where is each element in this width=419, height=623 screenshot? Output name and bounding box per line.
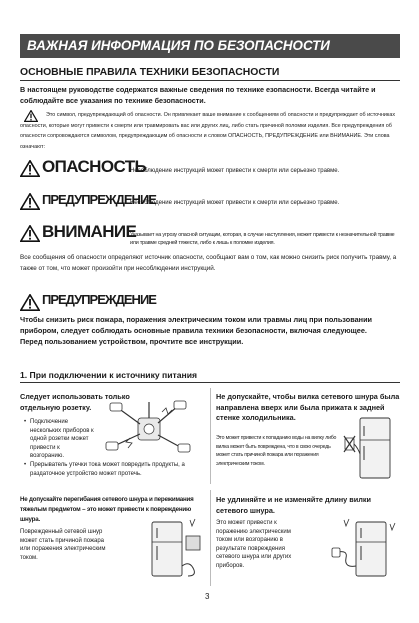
warning-block-main: Чтобы снизить риск пожара, поражения электрическим током или травмы лиц при пользовании прибором, следует соблюдать основные правила техники безопасности, включая следующее. [20,315,373,335]
warning-triangle-icon [20,225,40,242]
warning-description: Несоблюдение инструкций может привести к смерти или серьезно травме. [130,200,340,206]
warning-block-instruction: Перед пользованием устройством, прочтите все инструкции. [20,336,244,346]
warning-block-label: ПРЕДУПРЕЖДЕНИЕ [42,292,156,307]
danger-label: ОПАСНОСТЬ [42,157,147,176]
list-item: • Прерыватель утечки тока может повредить продукты, а раздаточное устройство может протечь. [24,461,204,478]
cord-bending-title: Не допускайте перегибания сетевого шнура и пережимания тяжелым предметом – это может привести к повреждению шнура. [20,496,194,523]
plug-direction-text: Это может привести к попаданию воды на вилку либо вилка может быть повреждена, что в свою очередь может стать причиной пожара или поражения электрическим током. [216,435,337,467]
subsection-divider [20,382,400,383]
outlet-title: Следует использовать только отдельную розетку. [20,392,130,412]
warning-triangle-icon [20,160,40,177]
list-item: • Подключение нескольких приборов к одной розетки может привести к возгоранию. [24,418,94,461]
caution-label: ВНИМАНИЕ [42,222,137,241]
cord-bending-text: Поврежденный сетевой шнур может стать причиной пожара или поражения электрическим током. [20,529,106,561]
symbol-note: Это символ, предупреждающий об опасности. Он привлекает ваше внимание к сообщениям об опасности и предупреждает об источниках опасности, которые могут привести к смерти или травмировать вас или других лиц, либо стать причиной поломки изделия. Все предупреждения об опасности сопровождаются символом, предупреждающим об опасности и словом ОПАСНОСТЬ, ПРЕДУПРЕЖДЕНИЕ или ВНИМАНИЕ. Эти слова означают: [20,112,396,150]
danger-description: Несоблюдение инструкций может привести к смерти или серьезно травме. [130,168,340,174]
section-divider [20,80,400,81]
section-title: ОСНОВНЫЕ ПРАВИЛА ТЕХНИКИ БЕЗОПАСНОСТИ [20,67,280,78]
fridge-plug-illustration [342,414,400,482]
cord-extension-title: Не удлиняйте и не изменяйте длину вилки сетевого шнура. [216,495,371,515]
extended-cord-illustration [330,516,400,582]
intro-text: В настоящем руководстве содержатся важные сведения по технике езопасности. Всегда читайте и соблюдайте все указания по технике безопасности. [20,85,376,105]
multi-plug-illustration [92,398,202,456]
cord-pinched-illustration [148,516,204,580]
cord-extension-text: Это может привести к поражению электрическим током или возгоранию в результате повреждения сетевого шнура или других приборов. [216,520,292,569]
caution-description: Указывает на угрозу опасной ситуации, которая, в случае наступления, может привести к незначительной травме или травме средней тяжести, либо к лишь к поломке изделия. [130,232,395,247]
column-divider [210,388,211,484]
warning-triangle-icon [20,193,40,210]
warning-label: ПРЕДУПРЕЖДЕНИЕ [42,192,156,207]
column-divider [210,490,211,586]
plug-direction-title: Не допускайте, чтобы вилка сетевого шнура была направлена вверх или была прижата к задней стенке холодильника. [216,392,400,422]
warning-triangle-icon [20,294,40,311]
subsection-title: 1. При подключении к источнику питания [20,370,197,380]
general-note: Все сообщения об опасности определяют источник опасности, сообщают вам о том, как можно снизить риск получить травму, а также от том, что может произойти при несоблюдении инструкций. [20,254,397,272]
page-number: 3 [205,592,210,601]
warning-block-text [20,315,400,347]
page-header: ВАЖНАЯ ИНФОРМАЦИЯ ПО БЕЗОПАСНОСТИ [20,34,400,58]
